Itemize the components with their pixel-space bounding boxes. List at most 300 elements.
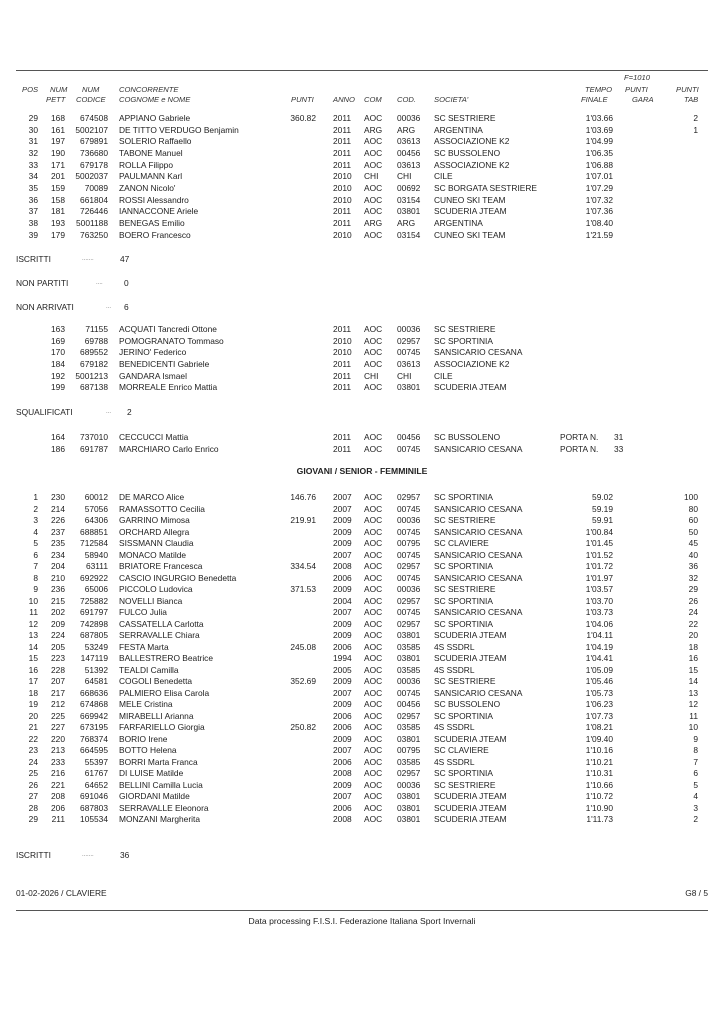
cell-code: 64652 <box>84 779 108 790</box>
cell-athlete-name: APPIANO Gabriele <box>119 113 191 123</box>
cell-final-time: 1'09.40 <box>585 733 613 744</box>
cell-final-time: 1'10.66 <box>585 779 613 790</box>
cell-year: 2011 <box>333 370 352 381</box>
header-gara: GARA <box>632 95 654 104</box>
cell-club-code: 03801 <box>397 382 421 393</box>
cell-athlete-name: BALLESTRERO Beatrice <box>119 653 214 663</box>
table-row <box>0 550 724 561</box>
table-row <box>0 814 724 825</box>
table-row <box>0 148 724 159</box>
cell-position: 21 <box>28 722 38 732</box>
cell-year: 2011 <box>333 443 352 454</box>
cell-position: 15 <box>28 653 38 663</box>
cell-club: SANSICARIO CESANA <box>434 607 523 617</box>
cell-committee: AOC <box>364 206 383 217</box>
cell-athlete-name: CASCIO INGURGIO Benedetta <box>119 572 237 583</box>
cell-position: 19 <box>28 699 38 709</box>
cell-club: ARGENTINA <box>434 217 483 228</box>
cell-year: 2009 <box>333 515 352 525</box>
cell-athlete-name: FESTA Marta <box>119 641 169 652</box>
cell-table-points: 2 <box>693 814 698 824</box>
cell-code: 69788 <box>84 335 108 346</box>
cell-table-points: 29 <box>688 584 698 594</box>
cell-club-code: 00036 <box>397 584 421 594</box>
header-tab: TAB <box>684 95 699 104</box>
cell-year: 2007 <box>333 503 352 514</box>
table-row <box>0 444 724 455</box>
cell-bib: 209 <box>51 618 65 629</box>
cell-position: 6 <box>33 549 38 560</box>
table-row <box>0 722 724 733</box>
cell-code: 71155 <box>85 324 108 334</box>
cell-club: SC SESTRIERE <box>434 113 496 123</box>
cell-club: ASSOCIAZIONE K2 <box>434 136 510 147</box>
cell-bib: 159 <box>51 182 65 193</box>
cell-bib: 228 <box>51 664 65 675</box>
cell-position: 32 <box>28 147 38 158</box>
cell-committee: AOC <box>364 733 383 744</box>
cell-year: 2011 <box>333 217 352 228</box>
cell-bib: 170 <box>51 347 65 358</box>
cell-club-code: 00745 <box>397 687 421 698</box>
cell-final-time: 1'07.32 <box>585 194 613 205</box>
cell-bib: 192 <box>51 370 65 381</box>
cell-club: CUNEO SKI TEAM <box>434 194 506 205</box>
cell-position: 29 <box>28 814 38 824</box>
cell-final-time: 1'08.21 <box>585 722 613 732</box>
table-row <box>0 432 724 443</box>
cell-club-code: ARG <box>397 217 416 228</box>
cell-bib: 225 <box>51 710 65 721</box>
cell-committee: AOC <box>364 526 383 537</box>
cell-points: 146.76 <box>290 492 316 502</box>
cell-club: SC SESTRIERE <box>434 584 496 594</box>
cell-athlete-name: CECCUCCI Mattia <box>119 432 189 442</box>
cell-club: SCUDERIA JTEAM <box>434 791 507 801</box>
cell-club-code: 00795 <box>397 538 421 548</box>
summary-label: NON PARTITI <box>16 278 69 288</box>
cell-athlete-name: PICCOLO Ludovica <box>119 584 193 594</box>
table-row <box>0 573 724 584</box>
header-pos: POS <box>22 85 39 94</box>
cell-committee: CHI <box>364 171 379 182</box>
cell-year: 2008 <box>333 561 352 571</box>
cell-year: 2009 <box>333 779 352 790</box>
table-row <box>0 642 724 653</box>
cell-committee: AOC <box>364 382 383 393</box>
cell-position: 12 <box>28 618 38 629</box>
cell-committee: AOC <box>364 136 383 147</box>
cell-club-code: 00036 <box>397 515 421 525</box>
header-finale: FINALE <box>581 95 608 104</box>
cell-gate-number: 31 <box>614 432 624 442</box>
cell-final-time: 1'10.72 <box>585 791 613 801</box>
cell-final-time: 1'03.73 <box>585 607 613 617</box>
cell-athlete-name: ORCHARD Allegra <box>119 526 190 537</box>
header-pett: PETT <box>46 95 66 104</box>
cell-committee: AOC <box>364 159 383 170</box>
cell-committee: AOC <box>364 549 383 560</box>
cell-club-code: 00036 <box>397 779 421 790</box>
table-row <box>0 768 724 779</box>
cell-committee: AOC <box>364 630 383 640</box>
cell-final-time: 1'01.52 <box>585 549 613 560</box>
cell-points: 371.53 <box>290 584 316 594</box>
cell-athlete-name: MARCHIARO Carlo Enrico <box>119 443 219 454</box>
table-row <box>0 711 724 722</box>
cell-athlete-name: SERRAVALLE Eleonora <box>119 802 209 813</box>
cell-table-points: 45 <box>688 538 698 548</box>
cell-club-code: 00036 <box>397 324 421 334</box>
cell-final-time: 1'03.57 <box>585 584 613 594</box>
table-row <box>0 382 724 393</box>
cell-committee: AOC <box>364 802 383 813</box>
cell-committee: AOC <box>364 664 383 675</box>
cell-table-points: 12 <box>688 699 698 709</box>
cell-final-time: 1'10.21 <box>585 756 613 767</box>
table-row <box>0 630 724 641</box>
cell-club: SCUDERIA JTEAM <box>434 630 507 640</box>
cell-club-code: 03801 <box>397 653 421 663</box>
cell-code: 674868 <box>80 699 108 709</box>
cell-position: 18 <box>28 687 38 698</box>
cell-bib: 235 <box>51 538 65 548</box>
cell-table-points: 100 <box>684 492 698 502</box>
cell-points: 250.82 <box>290 722 316 732</box>
header-societa: SOCIETA' <box>434 95 469 104</box>
cell-table-points: 5 <box>693 779 698 790</box>
cell-committee: AOC <box>364 443 383 454</box>
cell-table-points: 18 <box>688 641 698 652</box>
cell-code: 64581 <box>84 676 108 686</box>
cell-position: 37 <box>28 206 38 217</box>
cell-committee: AOC <box>364 584 383 594</box>
cell-bib: 206 <box>51 802 65 813</box>
cell-bib: 211 <box>51 814 65 824</box>
table-row <box>0 206 724 217</box>
cell-club: SC SESTRIERE <box>434 676 496 686</box>
cell-code: 687138 <box>80 382 108 393</box>
cell-year: 2011 <box>333 147 352 158</box>
cell-table-points: 20 <box>688 630 698 640</box>
cell-bib: 221 <box>51 779 65 790</box>
table-row <box>0 596 724 607</box>
cell-athlete-name: JERINO' Federico <box>119 347 187 358</box>
table-row <box>0 607 724 618</box>
cell-final-time: 1'11.73 <box>586 814 613 824</box>
cell-committee: AOC <box>364 687 383 698</box>
cell-committee: AOC <box>364 347 383 358</box>
cell-final-time: 1'04.99 <box>585 136 613 147</box>
cell-club: SCUDERIA JTEAM <box>434 733 507 744</box>
table-row <box>0 561 724 572</box>
cell-final-time: 1'06.35 <box>585 147 613 158</box>
cell-bib: 214 <box>51 503 65 514</box>
summary-value: 47 <box>120 254 130 264</box>
cell-final-time: 1'07.73 <box>585 710 613 721</box>
cell-year: 2010 <box>333 182 352 193</box>
cell-club: SCUDERIA JTEAM <box>434 382 507 393</box>
summary-label: SQUALIFICATI <box>16 407 73 417</box>
cell-final-time: 1'03.70 <box>585 595 613 606</box>
cell-club: SC SPORTINIA <box>434 618 493 629</box>
cell-club: ARGENTINA <box>434 124 483 135</box>
cell-bib: 237 <box>51 526 65 537</box>
cell-points: 219.91 <box>290 515 316 525</box>
cell-club: SANSICARIO CESANA <box>434 572 523 583</box>
cell-athlete-name: DE MARCO Alice <box>119 492 185 502</box>
cell-final-time: 1'10.90 <box>585 802 613 813</box>
cell-table-points: 24 <box>688 607 698 617</box>
cell-club: SC BUSSOLENO <box>434 699 501 709</box>
header-num-codice-top: NUM <box>82 85 100 94</box>
footer-date-place: 01-02-2026 / CLAVIERE <box>16 888 107 898</box>
cell-committee: AOC <box>364 492 383 502</box>
cell-position: 2 <box>33 503 38 514</box>
cell-club: SC SPORTINIA <box>434 768 493 778</box>
cell-club-code: 03585 <box>397 756 421 767</box>
cell-club-code: 03801 <box>397 206 421 217</box>
cell-club: SCUDERIA JTEAM <box>434 802 507 813</box>
cell-table-points: 8 <box>693 745 698 755</box>
cell-final-time: 1'21.59 <box>585 229 613 240</box>
cell-year: 2007 <box>333 607 352 617</box>
cell-code: 768374 <box>80 733 108 744</box>
cell-club-code: 00456 <box>397 147 421 158</box>
cell-bib: 224 <box>51 630 65 640</box>
table-row <box>0 324 724 335</box>
top-divider <box>16 70 708 71</box>
cell-final-time: 59.19 <box>592 503 613 514</box>
cell-bib: 216 <box>51 768 65 778</box>
cell-committee: AOC <box>364 358 383 369</box>
cell-club: SC SPORTINIA <box>434 561 493 571</box>
cell-position: 11 <box>29 607 38 617</box>
cell-final-time: 1'01.97 <box>585 572 613 583</box>
cell-table-points: 1 <box>693 124 698 135</box>
cell-club-code: 03801 <box>397 802 421 813</box>
cell-year: 2006 <box>333 641 352 652</box>
cell-athlete-name: MONZANI Margherita <box>119 814 200 824</box>
cell-year: 2011 <box>333 159 352 170</box>
summary-dots: ... <box>106 304 112 310</box>
cell-club-code: 03585 <box>397 722 421 732</box>
cell-code: 689552 <box>80 347 108 358</box>
table-row <box>0 584 724 595</box>
table-row <box>0 171 724 182</box>
cell-club-code: 03801 <box>397 733 421 744</box>
summary-dots: .... <box>96 280 103 286</box>
cell-bib: 163 <box>51 324 65 334</box>
cell-year: 2011 <box>333 382 352 393</box>
section-title-female: GIOVANI / SENIOR - FEMMINILE <box>296 466 428 476</box>
cell-position: 3 <box>33 515 38 525</box>
cell-club-code: 03154 <box>397 229 421 240</box>
summary-value: 0 <box>124 278 129 288</box>
cell-code: 736680 <box>80 147 108 158</box>
cell-club-code: 00745 <box>397 526 421 537</box>
cell-year: 2009 <box>333 699 352 709</box>
cell-athlete-name: NOVELLI Bianca <box>119 595 183 606</box>
cell-year: 2006 <box>333 756 352 767</box>
cell-table-points: 40 <box>688 549 698 560</box>
cell-year: 2011 <box>333 124 352 135</box>
table-row <box>0 734 724 745</box>
header-codice: CODICE <box>76 95 106 104</box>
cell-committee: AOC <box>364 595 383 606</box>
cell-code: 58940 <box>84 549 108 560</box>
cell-club: 4S SSDRL <box>434 756 475 767</box>
cell-table-points: 14 <box>688 676 698 686</box>
table-row <box>0 676 724 687</box>
cell-club: ASSOCIAZIONE K2 <box>434 358 510 369</box>
cell-club-code: 00745 <box>397 503 421 514</box>
summary-label: ISCRITTI <box>16 254 51 264</box>
cell-table-points: 7 <box>693 756 698 767</box>
table-row <box>0 125 724 136</box>
table-row <box>0 688 724 699</box>
cell-position: 22 <box>28 733 38 744</box>
cell-code: 679182 <box>80 358 108 369</box>
cell-athlete-name: BORIO Irene <box>119 733 168 744</box>
cell-code: 70089 <box>84 182 108 193</box>
cell-athlete-name: BORRI Marta Franca <box>119 756 198 767</box>
cell-club: SANSICARIO CESANA <box>434 443 523 454</box>
cell-bib: 171 <box>51 159 65 170</box>
cell-bib: 199 <box>51 382 65 393</box>
cell-athlete-name: GANDARA Ismael <box>119 370 187 381</box>
cell-year: 2009 <box>333 630 352 640</box>
cell-club-code: CHI <box>397 171 412 182</box>
summary-label: NON ARRIVATI <box>16 302 74 312</box>
cell-year: 2007 <box>333 791 352 801</box>
cell-table-points: 26 <box>688 595 698 606</box>
cell-year: 2011 <box>333 113 352 123</box>
cell-code: 742898 <box>80 618 108 629</box>
cell-position: 9 <box>33 584 38 594</box>
table-row <box>0 183 724 194</box>
cell-committee: AOC <box>364 538 383 548</box>
cell-code: 60012 <box>84 492 108 502</box>
cell-position: 26 <box>28 779 38 790</box>
cell-athlete-name: TEALDI Camilla <box>119 664 179 675</box>
cell-bib: 179 <box>51 229 65 240</box>
cell-bib: 205 <box>51 641 65 652</box>
cell-year: 1994 <box>333 653 352 663</box>
cell-final-time: 1'00.84 <box>585 526 613 537</box>
cell-final-time: 1'03.69 <box>585 124 613 135</box>
header-concorrente: CONCORRENTE <box>119 85 179 94</box>
cell-final-time: 1'07.36 <box>585 206 613 217</box>
cell-bib: 202 <box>51 607 65 617</box>
cell-code: 688851 <box>80 526 108 537</box>
header-punti-gara-top: PUNTI <box>625 85 648 94</box>
cell-athlete-name: MONACO Matilde <box>119 549 187 560</box>
cell-final-time: 1'04.19 <box>585 641 613 652</box>
header-com: COM <box>364 95 382 104</box>
table-row <box>0 653 724 664</box>
cell-committee: AOC <box>364 572 383 583</box>
cell-athlete-name: DE TITTO VERDUGO Benjamin <box>119 124 239 135</box>
table-row <box>0 230 724 241</box>
cell-bib: 158 <box>51 194 65 205</box>
cell-code: 5002037 <box>75 171 108 182</box>
cell-club-code: 02957 <box>397 335 421 346</box>
summary-label: ISCRITTI <box>16 850 51 860</box>
cell-year: 2010 <box>333 194 352 205</box>
cell-athlete-name: PAULMANN Karl <box>119 171 183 182</box>
cell-bib: 234 <box>51 549 65 560</box>
cell-club: 4S SSDRL <box>434 664 475 675</box>
cell-position: 34 <box>28 171 38 182</box>
cell-year: 2010 <box>333 229 352 240</box>
cell-bib: 168 <box>51 113 65 123</box>
cell-year: 2006 <box>333 710 352 721</box>
cell-athlete-name: BRIATORE Francesca <box>119 561 203 571</box>
cell-year: 2005 <box>333 664 352 675</box>
cell-athlete-name: BOTTO Helena <box>119 745 177 755</box>
cell-club-code: ARG <box>397 124 416 135</box>
cell-year: 2007 <box>333 687 352 698</box>
cell-table-points: 6 <box>693 768 698 778</box>
summary-value: 6 <box>124 302 129 312</box>
cell-code: 65006 <box>84 584 108 594</box>
cell-club: SANSICARIO CESANA <box>434 503 523 514</box>
table-row <box>0 757 724 768</box>
cell-year: 2011 <box>333 324 352 334</box>
cell-year: 2010 <box>333 347 352 358</box>
cell-committee: AOC <box>364 182 383 193</box>
cell-code: 5001188 <box>76 217 108 228</box>
cell-code: 668636 <box>80 687 108 698</box>
cell-athlete-name: GIORDANI Matilde <box>119 791 190 801</box>
cell-club-code: 00036 <box>397 113 421 123</box>
cell-club-code: 00036 <box>397 676 421 686</box>
cell-code: 673195 <box>80 722 108 732</box>
cell-code: 712584 <box>80 538 108 548</box>
cell-points: 334.54 <box>290 561 316 571</box>
cell-final-time: 1'05.09 <box>585 664 613 675</box>
cell-club: SANSICARIO CESANA <box>434 687 523 698</box>
cell-bib: 220 <box>51 733 65 744</box>
cell-club: SC SESTRIERE <box>434 515 496 525</box>
cell-position: 36 <box>28 194 38 205</box>
cell-position: 30 <box>28 124 38 135</box>
cell-year: 2007 <box>333 745 352 755</box>
cell-table-points: 32 <box>688 572 698 583</box>
cell-bib: 184 <box>51 358 65 369</box>
cell-code: 105534 <box>80 814 108 824</box>
table-row <box>0 136 724 147</box>
cell-bib: 230 <box>51 492 65 502</box>
cell-table-points: 10 <box>688 722 698 732</box>
cell-code: 725882 <box>80 595 108 606</box>
cell-club-code: 00745 <box>397 549 421 560</box>
cell-committee: AOC <box>364 722 383 732</box>
cell-table-points: 4 <box>693 791 698 801</box>
cell-year: 2007 <box>333 492 352 502</box>
cell-club-code: 03613 <box>397 159 421 170</box>
cell-position: 20 <box>28 710 38 721</box>
cell-committee: ARG <box>364 217 383 228</box>
cell-position: 31 <box>28 136 38 147</box>
cell-code: 57056 <box>84 503 108 514</box>
cell-bib: 215 <box>51 595 65 606</box>
cell-position: 28 <box>28 802 38 813</box>
summary-value: 36 <box>120 850 130 860</box>
cell-final-time: 1'04.11 <box>586 630 613 640</box>
cell-position: 14 <box>28 641 38 652</box>
